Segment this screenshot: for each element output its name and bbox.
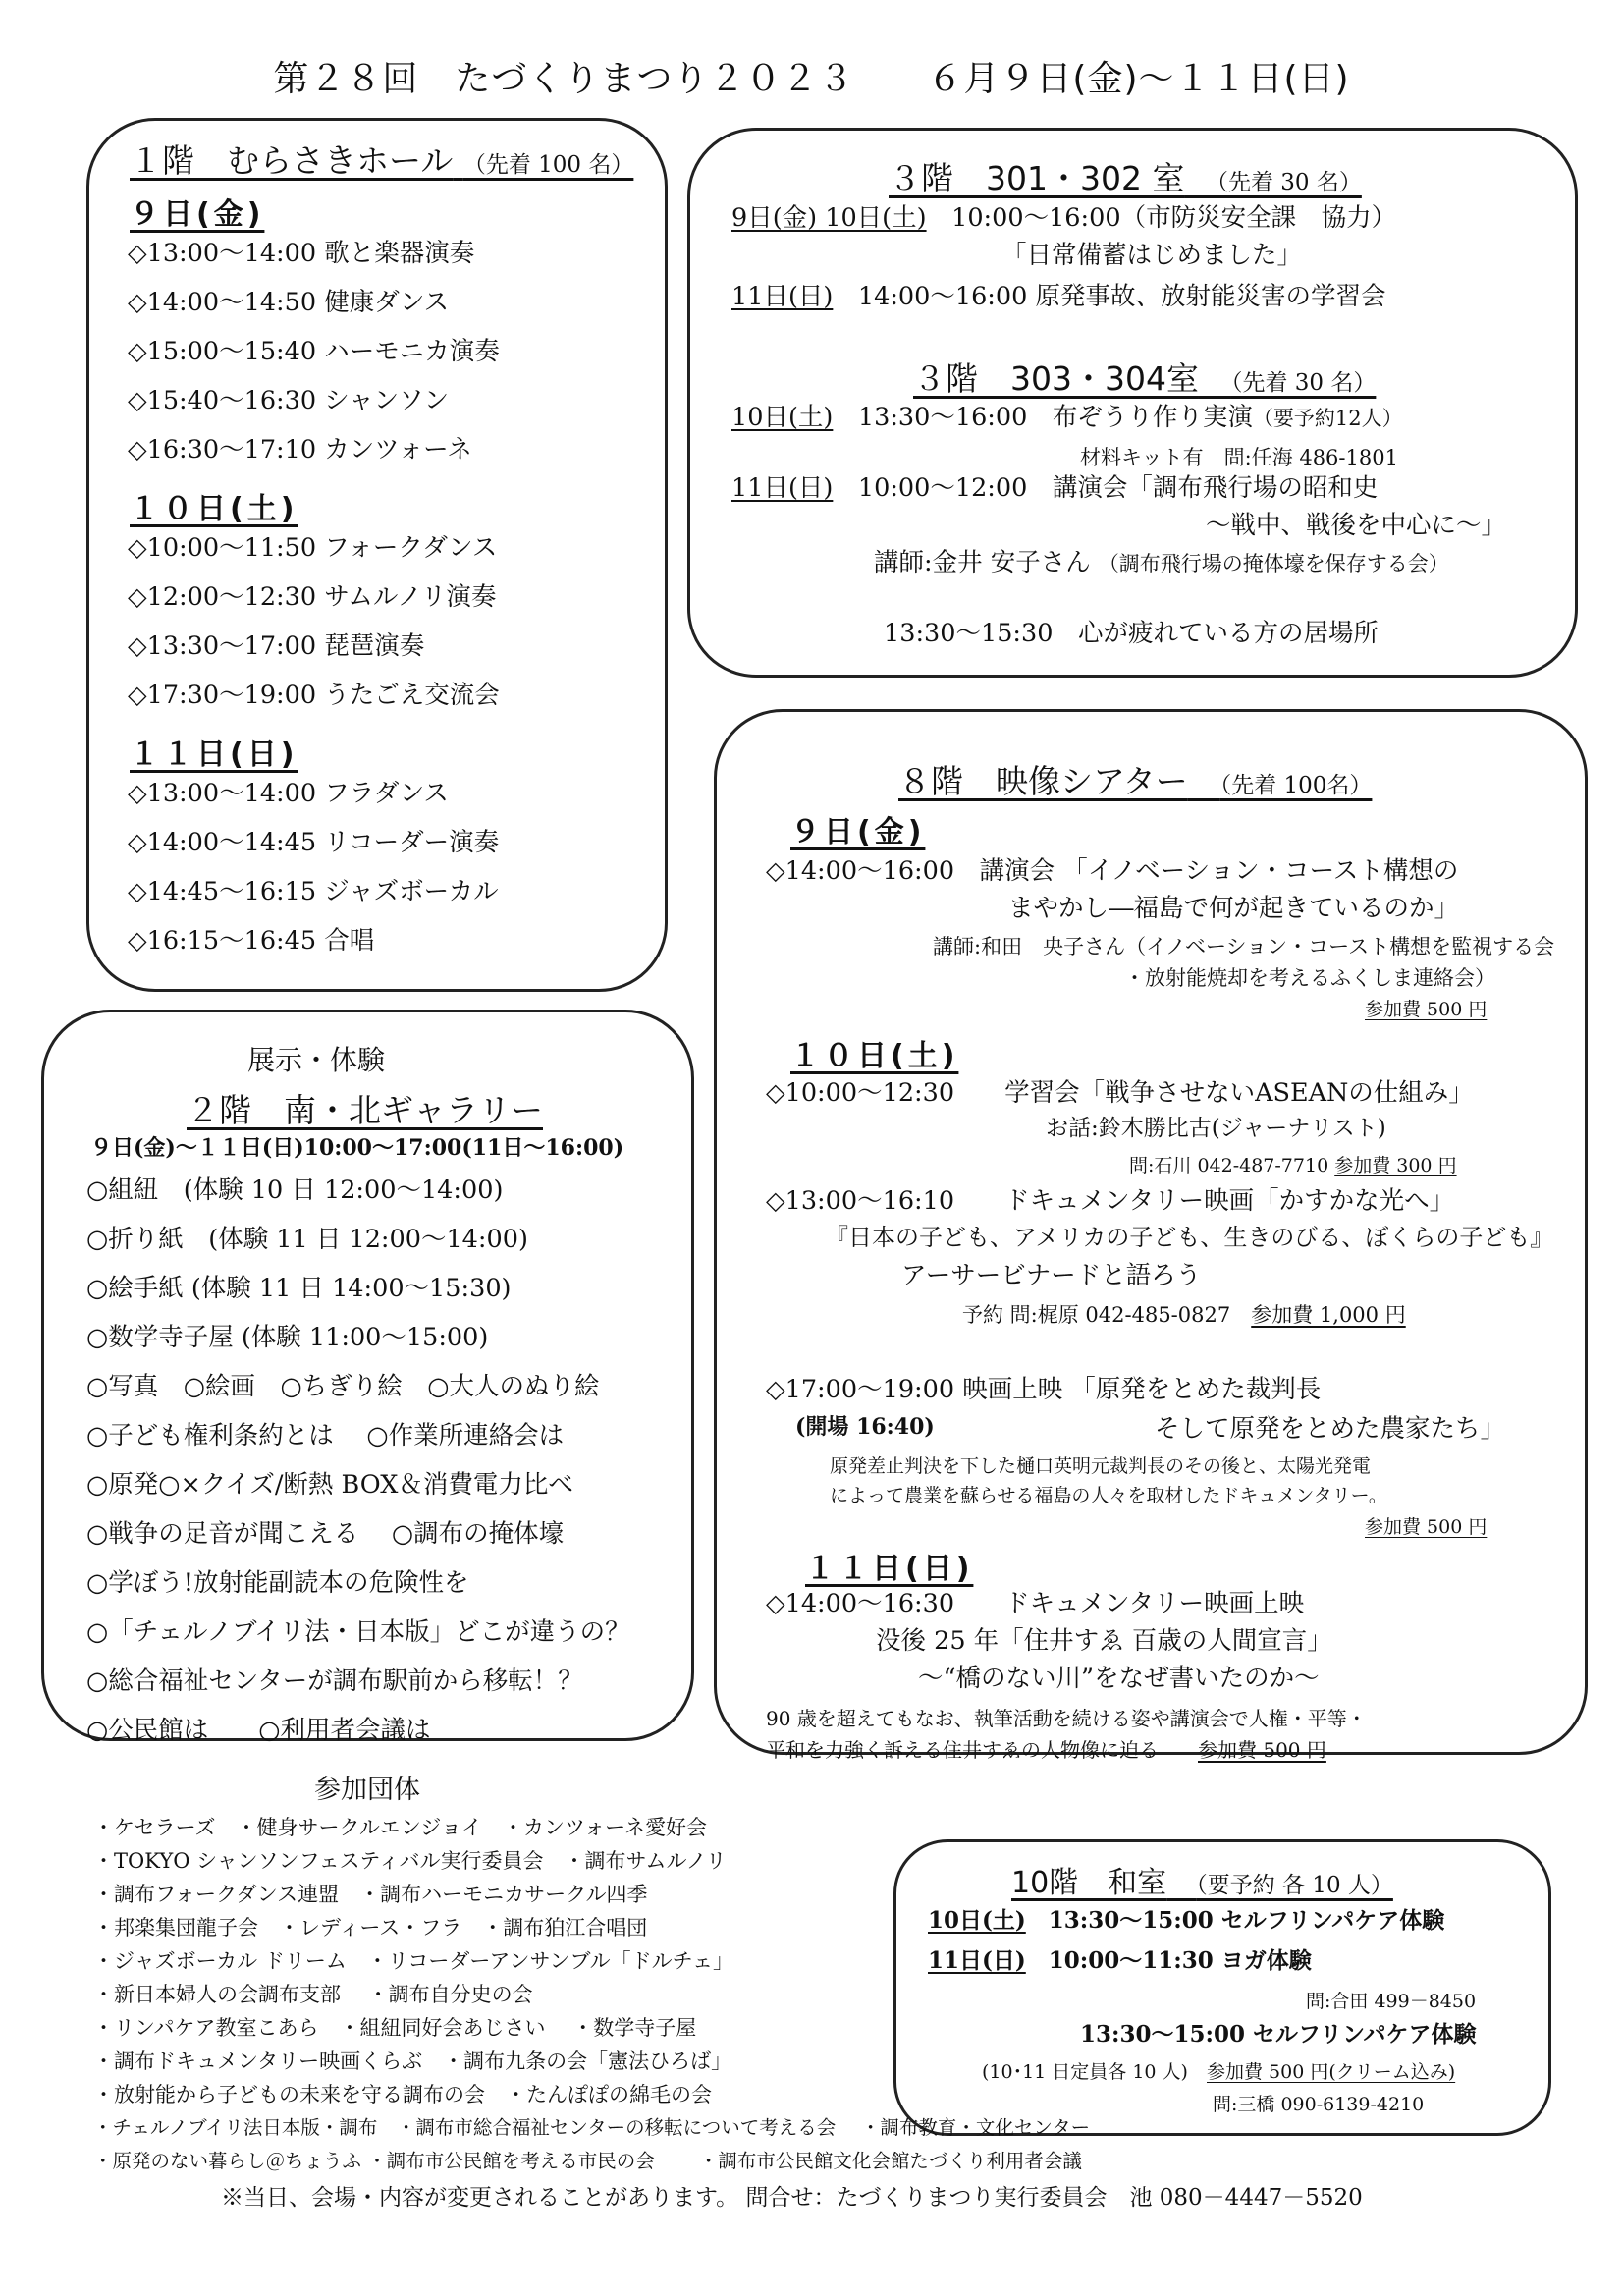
group-line: ・原発のない暮らし＠ちょうふ ・調布市公民館を考える市民の会 ・調布市公民館文化会館たづくり利用者会議 — [93, 2150, 1082, 2172]
hall-day1: ９日(金) — [130, 197, 265, 232]
hall-title: １階 むらさきホール （先着 100 名） — [130, 141, 634, 180]
program-item: ◇17:30～19:00 うたごえ交流会 — [128, 681, 500, 710]
theater-d2b-contact: 予約 問:梶原 042-485-0827 参加費 1,000 円 — [962, 1303, 1406, 1327]
program-item: ◇12:00～12:30 サムルノリ演奏 — [128, 582, 497, 612]
group-line: ・放射能から子どもの未来を守る調布の会 ・たんぽぽの綿毛の会 — [93, 2083, 712, 2106]
program-item: ◇13:00～14:00 歌と楽器演奏 — [128, 239, 475, 268]
theater-title: ８階 映像シアター （先着 100名） — [898, 762, 1373, 800]
theater-d2b-line2: 『日本の子ども、アメリカの子ども、生きのびる、ぼくらの子ども』 — [825, 1224, 1554, 1251]
gallery-title: ２階 南・北ギャラリー — [187, 1091, 543, 1129]
gallery-schedule: ９日(金)～１１日(日)10:00～17:00(11日～16:00) — [90, 1135, 624, 1161]
theater-d1-lecturer: 講師:和田 央子さん（イノベーション・コースト構想を監視する会 — [933, 935, 1555, 958]
program-item: ◇16:15～16:45 合唱 — [128, 926, 375, 956]
floor3-b2-lecturer: 講師:金井 安子さん （調布飛行場の掩体壕を保存する会） — [874, 548, 1449, 577]
theater-d2c-line2: そして原発をとめた農家たち」 — [1155, 1414, 1506, 1444]
theater-d1-line1: ◇14:00～16:00 講演会 「イノベーション・コースト構想の — [766, 856, 1459, 886]
theater-d2c-open: (開場 16:40) — [795, 1414, 935, 1440]
program-item: ◇13:30～17:00 琵琶演奏 — [128, 631, 425, 661]
group-line: ・新日本婦人の会調布支部 ・調布自分史の会 — [93, 1983, 533, 2006]
theater-day1: ９日(金) — [790, 815, 926, 849]
exhibit-item: ○数学寺子屋 (体験 11:00～15:00) — [86, 1323, 489, 1352]
theater-d2a-line1: ◇10:00～12:30 学習会「戦争させないASEANの仕組み」 — [766, 1078, 1474, 1108]
floor3-b2: 11日(日) 10:00～12:00 講演会「調布飛行場の昭和史 — [731, 473, 1379, 503]
washitsu-r1: 10日(土) 13:30～15:00 セルフリンパケア体験 — [928, 1907, 1445, 1934]
theater-d1-lecturer2: ・放射能焼却を考えるふくしま連絡会） — [1124, 966, 1495, 990]
festival-title: 第２８回 たづくりまつり２０２３ — [273, 59, 855, 99]
exhibit-item: ○公民館は ○利用者会議は — [86, 1716, 431, 1745]
theater-d2b-line3: アーサービナードと語ろう — [901, 1261, 1202, 1290]
theater-d3-line3: ～“橋のない川”をなぜ書いたのか～ — [918, 1664, 1320, 1693]
theater-d2c-desc1: 原発差止判決を下した樋口英明元裁判長のその後と、太陽光発電 — [830, 1455, 1372, 1477]
floor3-title-b: ３階 303・304室 （先着 30 名） — [913, 359, 1377, 398]
floor3-title-a: ３階 301・302 室 （先着 30 名） — [889, 159, 1362, 197]
program-item: ◇13:00～14:00 フラダンス — [128, 779, 449, 808]
floor3-a2: 11日(日) 14:00～16:00 原発事故、放射能災害の学習会 — [731, 282, 1386, 311]
festival-dates: ６月９日(金)～１１日(日) — [927, 59, 1350, 99]
washitsu-title: 10階 和室 （要予約 各 10 人） — [1011, 1866, 1393, 1900]
groups-title: 参加団体 — [314, 1775, 420, 1805]
program-item: ◇14:00～14:50 健康ダンス — [128, 288, 450, 317]
exhibit-item: ○折り紙 (体験 11 日 12:00～14:00) — [86, 1225, 528, 1254]
theater-d2c-line1: ◇17:00～19:00 映画上映 「原発をとめた裁判長 — [766, 1375, 1322, 1404]
group-line: ・調布ドキュメンタリー映画くらぶ ・調布九条の会「憲法ひろば」 — [93, 2050, 732, 2073]
washitsu-r3-contact: 問:三橋 090-6139-4210 — [1213, 2094, 1425, 2115]
hall-day2: １０日(土) — [130, 492, 298, 526]
floor3-a1: 9日(金) 10日(土) 10:00～16:00（市防災安全課 協力） — [731, 203, 1397, 233]
floor3-b1-contact: 材料キット有 問:任海 486-1801 — [1080, 446, 1398, 469]
exhibit-item: ○総合福祉センターが調布駅前から移転！？ — [86, 1667, 583, 1696]
floor3-b1: 10日(土) 13:30～16:00 布ぞうり作り実演（要予約12人） — [731, 403, 1403, 432]
theater-d1-line2: まやかし―福島で何が起きているのか」 — [1008, 894, 1460, 923]
theater-d3-line1: ◇14:00～16:30 ドキュメンタリー映画上映 — [766, 1589, 1305, 1618]
washitsu-r2: 11日(日) 10:00～11:30 ヨガ体験 — [928, 1947, 1312, 1974]
program-item: ◇14:45～16:15 ジャズボーカル — [128, 877, 499, 906]
theater-d2c-desc2: によって農業を蘇らせる福島の人々を取材したドキュメンタリー。 — [830, 1485, 1387, 1506]
exhibit-item: ○組紐 (体験 10 日 12:00～14:00) — [86, 1175, 504, 1205]
exhibit-item: ○原発○×クイズ/断熱 BOX＆消費電力比べ — [86, 1470, 573, 1500]
group-line: ・チェルノブイリ法日本版・調布 ・調布市総合福祉センターの移転について考える会 ・調布教育・文化センター — [93, 2116, 1091, 2139]
exhibit-item: ○学ぼう!放射能副読本の危険性を — [86, 1568, 469, 1598]
group-line: ・リンパケア教室こあら ・組紐同好会あじさい ・数学寺子屋 — [93, 2016, 697, 2040]
floor3-a1-title: 「日常備蓄はじめました」 — [1001, 241, 1303, 270]
program-item: ◇10:00～11:50 フォークダンス — [128, 533, 498, 563]
floor3-b3: 13:30～15:30 心が疲れている方の居場所 — [884, 619, 1379, 648]
program-item: ◇15:40～16:30 シャンソン — [128, 386, 450, 415]
group-line: ・邦楽集団龍子会 ・レディース・フラ ・調布狛江合唱団 — [93, 1916, 648, 1940]
washitsu-r3: 13:30～15:00 セルフリンパケア体験 — [1080, 2021, 1477, 2048]
exhibit-item: ○絵手紙 (体験 11 日 14:00～15:30) — [86, 1274, 512, 1303]
theater-d1-fee: 参加費 500 円 — [1365, 999, 1488, 1020]
group-line: ・調布フォークダンス連盟 ・調布ハーモニカサークル四季 — [93, 1883, 648, 1906]
gallery-head: 展示・体験 — [247, 1044, 386, 1076]
theater-d2b-line1: ◇13:00～16:10 ドキュメンタリー映画「かすかな光へ」 — [766, 1186, 1455, 1216]
program-item: ◇14:00～14:45 リコーダー演奏 — [128, 828, 500, 857]
theater-d3-desc2: 平和を力強く訴える住井すゑの人物像に迫る 参加費 500 円 — [766, 1738, 1326, 1762]
program-item: ◇16:30～17:10 カンツォーネ — [128, 435, 472, 465]
exhibit-item: ○「チェルノブイリ法・日本版」どこが違うの？ — [86, 1617, 630, 1647]
exhibit-item: ○戦争の足音が聞こえる ○調布の掩体壕 — [86, 1519, 565, 1549]
page-header — [0, 51, 1623, 101]
theater-d2a-line2: お話:鈴木勝比古(ジャーナリスト) — [1046, 1116, 1386, 1141]
theater-day3: １１日(日) — [805, 1552, 974, 1586]
group-line: ・ケセラーズ ・健身サークルエンジョイ ・カンツォーネ愛好会 — [93, 1816, 708, 1839]
footer-notice: ※当日、会場・内容が変更されることがあります。 問合せ：たづくりまつり実行委員会 池 080－4447－5520 — [221, 2185, 1363, 2211]
program-item: ◇15:00～15:40 ハーモニカ演奏 — [128, 337, 500, 366]
theater-d3-line2: 没後 25 年「住井すゑ 百歳の人間宣言」 — [876, 1626, 1332, 1656]
hall-day3: １１日(日) — [130, 738, 298, 772]
exhibit-item: ○子ども権利条約とは ○作業所連絡会は — [86, 1421, 565, 1450]
group-line: ・TOKYO シャンソンフェスティバル実行委員会 ・調布サムルノリ — [93, 1849, 727, 1873]
floor3-b2-subtitle: ～戦中、戦後を中心に～」 — [1206, 511, 1507, 540]
exhibit-item: ○写真 ○絵画 ○ちぎり絵 ○大人のぬり絵 — [86, 1372, 600, 1401]
theater-d2a-contact: 問:石川 042-487-7710 参加費 300 円 — [1129, 1155, 1457, 1176]
theater-d3-desc1: 90 歳を超えてもなお、執筆活動を続ける姿や講演会で人権・平等・ — [766, 1707, 1367, 1730]
theater-day2: １０日(土) — [790, 1039, 959, 1073]
group-line: ・ジャズボーカル ドリーム ・リコーダーアンサンブル「ドルチェ」 — [93, 1949, 734, 1973]
washitsu-r3-capacity: (10･11 日定員各 10 人) 参加費 500 円(クリーム込み) — [982, 2061, 1456, 2083]
washitsu-r2-contact: 問:合田 499－8450 — [1306, 1991, 1477, 2012]
theater-d2c-fee: 参加費 500 円 — [1365, 1516, 1488, 1538]
